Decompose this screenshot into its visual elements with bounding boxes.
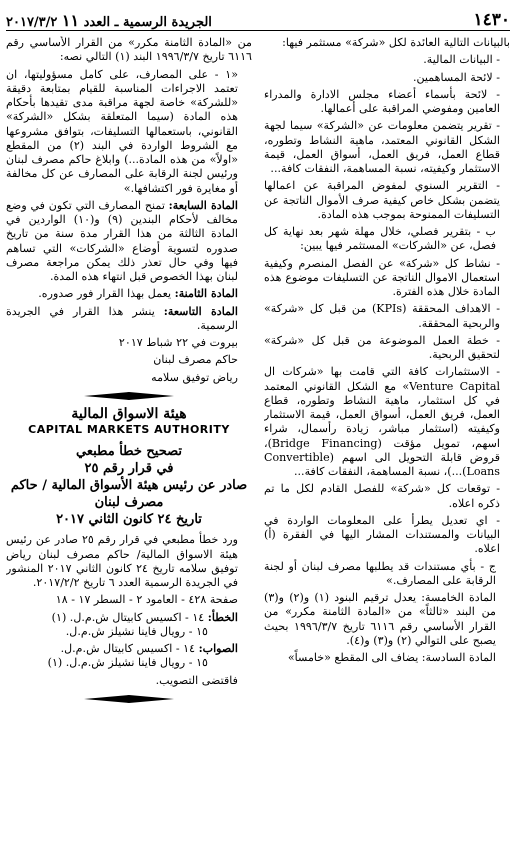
closing-line: فاقتضى التصويب. (155, 673, 238, 687)
error-label: الخطأ: (207, 610, 238, 624)
list-item: - توقعات كل «شركة» للفصل القادم لكل ما تم ذكره اعلاه. (264, 482, 500, 510)
list-item: - البيانات المالية. (423, 53, 500, 67)
signature-place-date: بيروت في ٢٢ شباط ٢٠١٧ (118, 336, 238, 349)
authority-name-en: CAPITAL MARKETS AUTHORITY (28, 423, 230, 436)
correction-location: صفحة ٤٢٨ - العامود ٢ - السطر ١٧ - ١٨ (55, 593, 238, 607)
correction-title (6, 443, 252, 528)
correction-title-line: تصحيح خطأ مطبعي (76, 444, 182, 460)
issue-date: ٢٠١٧/٣/٢ (6, 15, 58, 30)
article-text: ينشر هذا القرار في الجريدة الرسمية. (6, 304, 238, 332)
section-divider (6, 694, 252, 704)
correction-title-line: صادر عن رئيس هيئة الأسواق المالية / حاكم مصرف لبنان (10, 478, 248, 511)
list-item: - لائحة المساهمين. (412, 70, 500, 84)
list-item: - خطة العمل الموضوعة من قبل كل «شركة» لتحقيق الربحية. (264, 333, 500, 361)
list-item: - التقرير السنوي لمفوض المراقبة عن اعمالها يتضمن بشكل خاص كيفية صرف الأموال الناتجة عن التسليفات الممنوحة بموجب هذه المادة. (264, 179, 500, 221)
page-number: ١٤٣٠ (473, 10, 510, 30)
gazette-name: الجريدة الرسمية ـ العدد (83, 15, 212, 30)
paragraph: «١ - على المصارف، على كامل مسؤوليتها، ان تعتمد الاجراءات المناسبة للقيام بمتابعة دقيقة «للشركة» خاصة لجهة مراقبة مدى تقيدها بأحكام هذه المادة (سيما المتعلقة بشكل «الشركة» القانوني، باستعمالها التسليفات، بتوافق مشروعها مع الشروط الواردة في البند (٢) من المقطع «اولاً» من هذه المادة...) وابلاغ حاكم مصرف لبنان ورئيس لجنة الرقابة على المصارف عن كل مخالفة أو مغايرة فور اكتشافها.» (6, 67, 239, 195)
divider-ornament-icon (84, 391, 174, 401)
article-label: المادة التاسعة: (163, 304, 238, 318)
correct-entry (6, 642, 252, 656)
correct-label: الصواب: (198, 642, 238, 655)
article-5: المادة الخامسة: يعدل ترقيم البنود (١) و(٢) و(٣) من البند «ثالثاً» من «المادة الثامنة مكرر» من القرار الأساسي رقم ٦١١٦ تاريخ ١٩٩٦/٣/٧ بحيث يصبح على التوالي (٢) و(٣) و(٤). (264, 591, 496, 647)
article-text: تمنح المصارف التي تكون في وضع مخالف لأحكام البندين (٩) و(١٠) الواردين في المادة الثالثة من هذا القرار مدة سنة من تاريخ صدوره لتسوية أوضاع «الشركات» التي تساهم فيها وفي حال تعذر ذلك يمكن مراجعة مصرف لبنان بهذا الخصوص قبل انتهاء هذه المدة. (6, 198, 238, 283)
paragraph: بالبيانات التالية العائدة لكل «شركة» مستثمر فيها: (282, 36, 510, 49)
columns (6, 36, 510, 852)
paragraph: من «المادة الثامنة مكرر» من القرار الأساسي رقم ٦١١٦ تاريخ ١٩٩٦/٣/٧ البند (١) التالي نصه: (6, 36, 252, 64)
correction-title-line: في قرار رقم ٢٥ (84, 461, 174, 477)
list-item: - الاستثمارات كافة التي قامت بها «شركات ال Venture Capital» مع الشكل القانوني المعتمد في كل استثمار، ماهية النشاط وتطوره، قطاع العمل، فريق العمل، أسواق العمل، قيمة الاستثمار وكيفيته (استثمار مباشر، زيادة رأسمال، شراء اسهم، تمويل مؤقت (Bridge Financing)، قروض قابلة التحويل الى اسهم (Convertible Loans)...)، نسبة المساهمة، النفقات كافة... (264, 365, 501, 478)
article-label: المادة الثامنة: (174, 287, 238, 301)
paragraph: ج - بأي مستندات قد يطلبها مصرف لبنان أو لجنة الرقابة على المصارف.» (264, 559, 496, 587)
list-item: - اي تعديل يطرأ على المعلومات الواردة في البيانات والمستندات المشار اليها في الفقرة (أ) اعلاه. (264, 513, 500, 556)
article-text: يعمل بهذا القرار فور صدوره. (38, 287, 172, 301)
article-7 (6, 199, 252, 285)
error-entry (6, 611, 252, 625)
list-item: - نشاط كل «شركة» عن الفصل المنصرم وكيفية استعمال الاموال الناتجة عن التسليفات موضوع هذه المادة خلال هذه الفترة. (264, 256, 500, 298)
article-6: المادة السادسة: يضاف الى المقطع «خامساً» (287, 651, 496, 664)
divider-ornament-icon (84, 694, 174, 704)
article-8 (6, 287, 252, 301)
right-column (264, 36, 510, 852)
correction-title-line: تاريخ ٢٤ كانون الثاني ٢٠١٧ (56, 512, 202, 528)
left-column (6, 36, 252, 852)
signature-name: رياض توفيق سلامه (151, 370, 238, 384)
list-item: - الاهداف المحققة (KPIs) من قبل كل «شركة» والربحية المحققة. (264, 302, 501, 330)
issue-number: ١١ (61, 11, 80, 30)
correction-body: ورد خطأ مطبعي في قرار رقم ٢٥ صادر عن رئيس هيئة الاسواق المالية/ حاكم مصرف لبنان رياض توفيق سلامه تاريخ ٢٤ كانون الثاني ٢٠١٧ المنشور في الجريدة الرسمية العدد ٦ تاريخ ٢٠١٧/٢/٢. (6, 533, 238, 589)
error-line-2: ١٥ - رويال فاينا نشيلز ش.م.ل. (65, 624, 208, 638)
article-9 (6, 305, 252, 334)
list-item: - لائحة بأسماء أعضاء مجلس الادارة والمدراء العامين ومفوضي المراقبة على أعمالها. (264, 87, 500, 115)
authority-name-ar: هيئة الاسواق المالية (71, 405, 187, 422)
list-item: - تقرير يتضمن معلومات عن «الشركة» سيما لجهة الشكل القانوني المعتمد، ماهية النشاط وتطوره، قطاع العمل، فريق العمل، أسواق العمل، قيمة الاستثمار وكيفيته، نسبة المساهمة، النفقات كافة... (264, 119, 500, 175)
section-divider (6, 391, 252, 401)
article-label: المادة السابعة: (168, 198, 238, 212)
correct-line-2: ١٥ - رويال فاينا نشيلز ش.م.ل. (١) (47, 656, 208, 670)
correct-line: ١٤ - اكسيس كابيتال ش.م.ل. (60, 642, 196, 655)
signature-title: حاكم مصرف لبنان (153, 353, 238, 367)
error-line: ١٤ - اكسيس كابيتال ش.م.ل. (١) (51, 610, 205, 624)
gazette-issue-line (6, 11, 212, 30)
paragraph: ب - بتقرير فصلي، خلال مهلة شهر بعد نهاية كل فصل، عن «الشركات» المستثمر فيها يبين: (264, 225, 496, 253)
page-header (6, 4, 510, 31)
